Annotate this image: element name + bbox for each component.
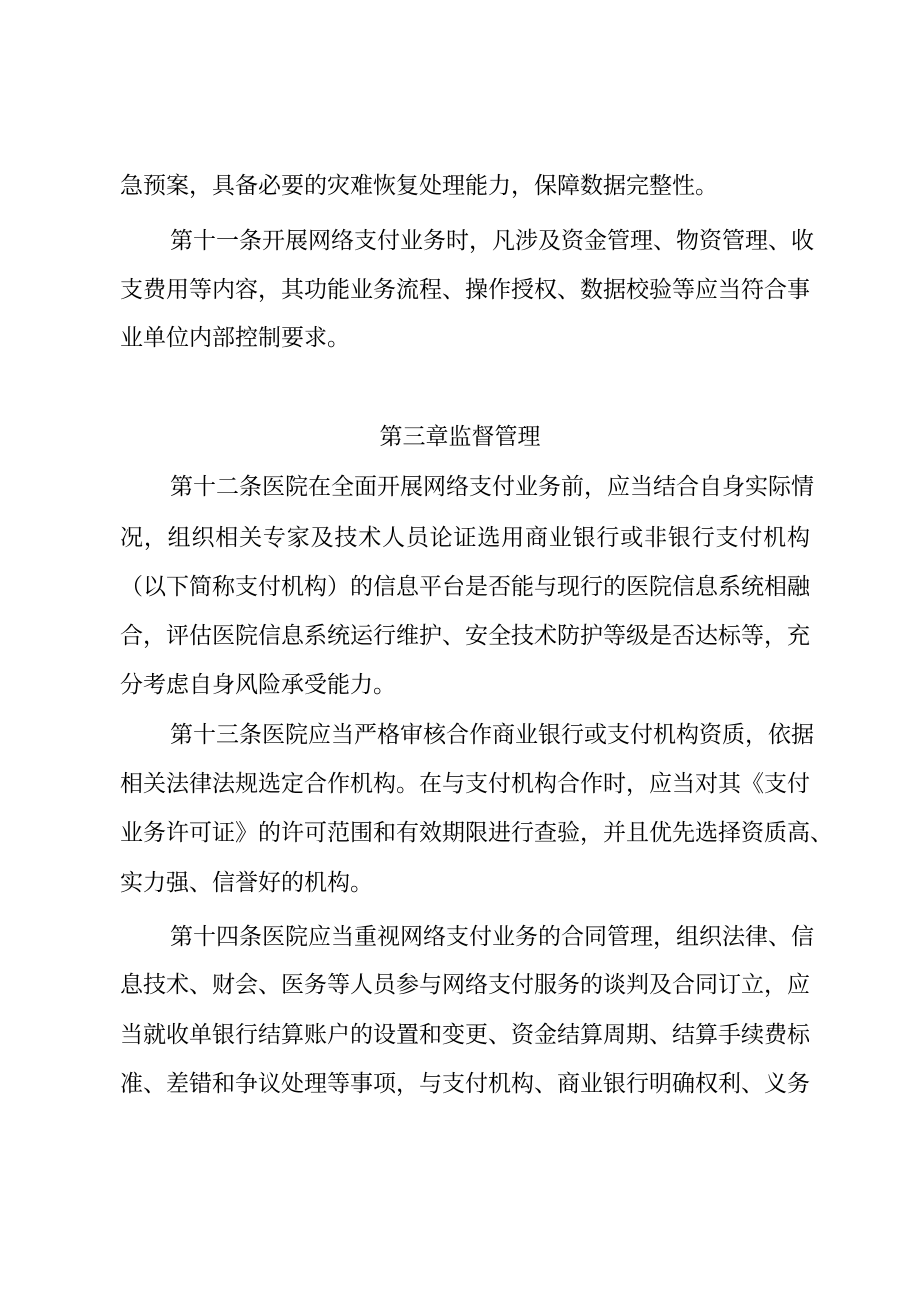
article-11-line: 第十一条开展网络支付业务时，凡涉及资金管理、物资管理、收 — [170, 228, 814, 254]
article-12-line: 第十二条医院在全面开展网络支付业务前，应当结合自身实际情 — [170, 474, 814, 500]
article-14-line: 准、差错和争议处理等事项，与支付机构、商业银行明确权利、义务 — [120, 1071, 810, 1097]
intro-line: 急预案，具备必要的灾难恢复处理能力，保障数据完整性。 — [120, 173, 718, 199]
article-12-line: （以下简称支付机构）的信息平台是否能与现行的医院信息系统相融 — [120, 574, 810, 600]
article-13-line: 实力强、信誉好的机构。 — [120, 870, 373, 896]
article-14-line: 第十四条医院应当重视网络支付业务的合同管理，组织法律、信 — [170, 924, 814, 950]
article-12-line: 况，组织相关专家及技术人员论证选用商业银行或非银行支付机构 — [120, 525, 810, 551]
article-14-line: 当就收单银行结算账户的设置和变更、资金结算周期、结算手续费标 — [120, 1022, 810, 1048]
article-11-line: 业单位内部控制要求。 — [120, 325, 350, 351]
article-13-line: 第十三条医院应当严格审核合作商业银行或支付机构资质，依据 — [170, 722, 814, 748]
chapter-title: 第三章监督管理 — [379, 424, 541, 450]
article-12-line: 合，评估医院信息系统运行维护、安全技术防护等级是否达标等，充 — [120, 623, 810, 649]
article-13-line: 业务许可证》的许可范围和有效期限进行查验，并且优先选择资质高、 — [120, 820, 833, 846]
article-11-line: 支费用等内容，其功能业务流程、操作授权、数据校验等应当符合事 — [120, 277, 810, 303]
article-13-line: 相关法律法规选定合作机构。在与支付机构合作时，应当对其《支付 — [120, 771, 810, 797]
article-12-line: 分考虑自身风险承受能力。 — [120, 672, 396, 698]
article-14-line: 息技术、财会、医务等人员参与网络支付服务的谈判及合同订立，应 — [120, 972, 810, 998]
